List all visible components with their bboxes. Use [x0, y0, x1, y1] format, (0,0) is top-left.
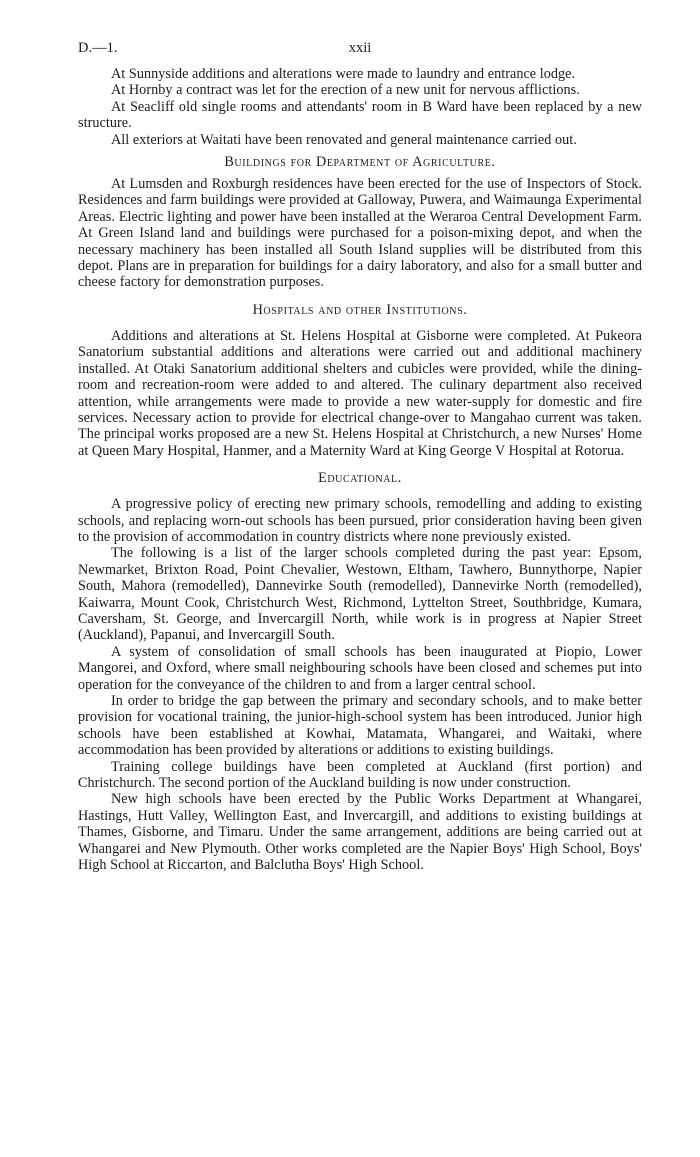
paragraph: Additions and alterations at St. Helens Hospital at Gisborne were completed. At Pukeora Sanatorium substantial additions and alterations were carried out and additional machinery installed. At Otaki Sanatorium additional shelters and cubicles were provided, while the dining-room and recreation-room were added to and altered. The culinary department also received attention, while arrangements were made to provide a new water-supply for domestic and fire services. Necessary action to provide for electrical change-over to Mangahao current was taken. The principal works proposed are a new St. Helens Hospital at Christchurch, a new Nurses' Home at Queen Mary Hospital, Hanmer, and a Maternity Ward at King George V Hospital at Rotorua. [78, 327, 642, 459]
section-heading: Hospitals and other Institutions. [252, 301, 468, 318]
section-educational [78, 470, 642, 873]
document-reference: D.—1. [78, 40, 118, 56]
section-hospitals [78, 302, 642, 459]
page-number: xxii [348, 40, 372, 56]
paragraph: At Seacliff old single rooms and attendants' room in B Ward have been replaced by a new structure. [78, 98, 642, 132]
intro-section [78, 66, 642, 148]
document-page [78, 40, 642, 873]
paragraph: All exteriors at Waitati have been renovated and general maintenance carried out. [111, 131, 577, 148]
paragraph: A progressive policy of erecting new primary schools, remodelling and adding to existing schools, and replacing worn-out schools has been pursued, prior consideration having been given to the provision of accommodation in country districts where none previously existed. [78, 496, 642, 545]
paragraph: At Lumsden and Roxburgh residences have been erected for the use of Inspectors of Stock. Residences and farm buildings were provided at Galloway, Puwera, and Waimaunga Experimental Areas. Electric lighting and power have been installed at the Weraroa Central Development Farm. At Green Island land and buildings were purchased for a poison-mixing depot, and when the necessary machinery has been installed all South Island supplies will be distributed from this depot. Plans are in preparation for buildings for a dairy laboratory, and also for a small butter and cheese factory for demonstration purposes. [78, 176, 642, 291]
page-header [78, 40, 642, 60]
paragraph: At Hornby a contract was let for the erection of a new unit for nervous afflictions. [111, 82, 580, 99]
paragraph: New high schools have been erected by the Public Works Department at Whangarei, Hastings, Hutt Valley, Wellington East, and Invercargill, and additions to existing buildings at Thames, Gisborne, and Timaru. Under the same arrangement, additions are being carried out at Whangarei and New Plymouth. Other works completed are the Napier Boys' High School, Boys' High School at Riccarton, and Balclutha Boys' High School. [78, 791, 642, 874]
paragraph: At Sunnyside additions and alterations were made to laundry and entrance lodge. [111, 66, 576, 82]
paragraph: In order to bridge the gap between the primary and secondary schools, and to make better provision for vocational training, the junior-high-school system has been introduced. Junior high schools have been established at Kowhai, Matamata, Whangarei, and Waitaki, where accommodation has been provided by alterations or additions to existing buildings. [78, 693, 642, 759]
section-agriculture [78, 154, 642, 291]
paragraph: The following is a list of the larger schools completed during the past year: Epsom, Newmarket, Brixton Road, Point Chevalier, Westown, Eltham, Tawhero, Bunnythorpe, Napier South, Mahora (remodelled), Dannevirke South (remodelled), Dannevirke North (remodelled), Kaiwarra, Mount Cook, Christchurch West, Richmond, Lyttelton Street, Southbridge, Kumara, Caversham, St. George, and Invercargill North, while work is in progress at Napier Street (Auckland), Papanui, and Invercargill South. [78, 545, 642, 644]
section-heading: Buildings for Department of Agriculture. [224, 154, 496, 171]
section-heading: Educational. [318, 470, 402, 487]
paragraph: Training college buildings have been completed at Auckland (first portion) and Christchurch. The second portion of the Auckland building is now under construction. [78, 758, 642, 792]
paragraph: A system of consolidation of small schools has been inaugurated at Piopio, Lower Mangorei, and Oxford, where small neighbouring schools have been closed and schemes put into operation for the conveyance of the children to and from a larger central school. [78, 643, 642, 693]
